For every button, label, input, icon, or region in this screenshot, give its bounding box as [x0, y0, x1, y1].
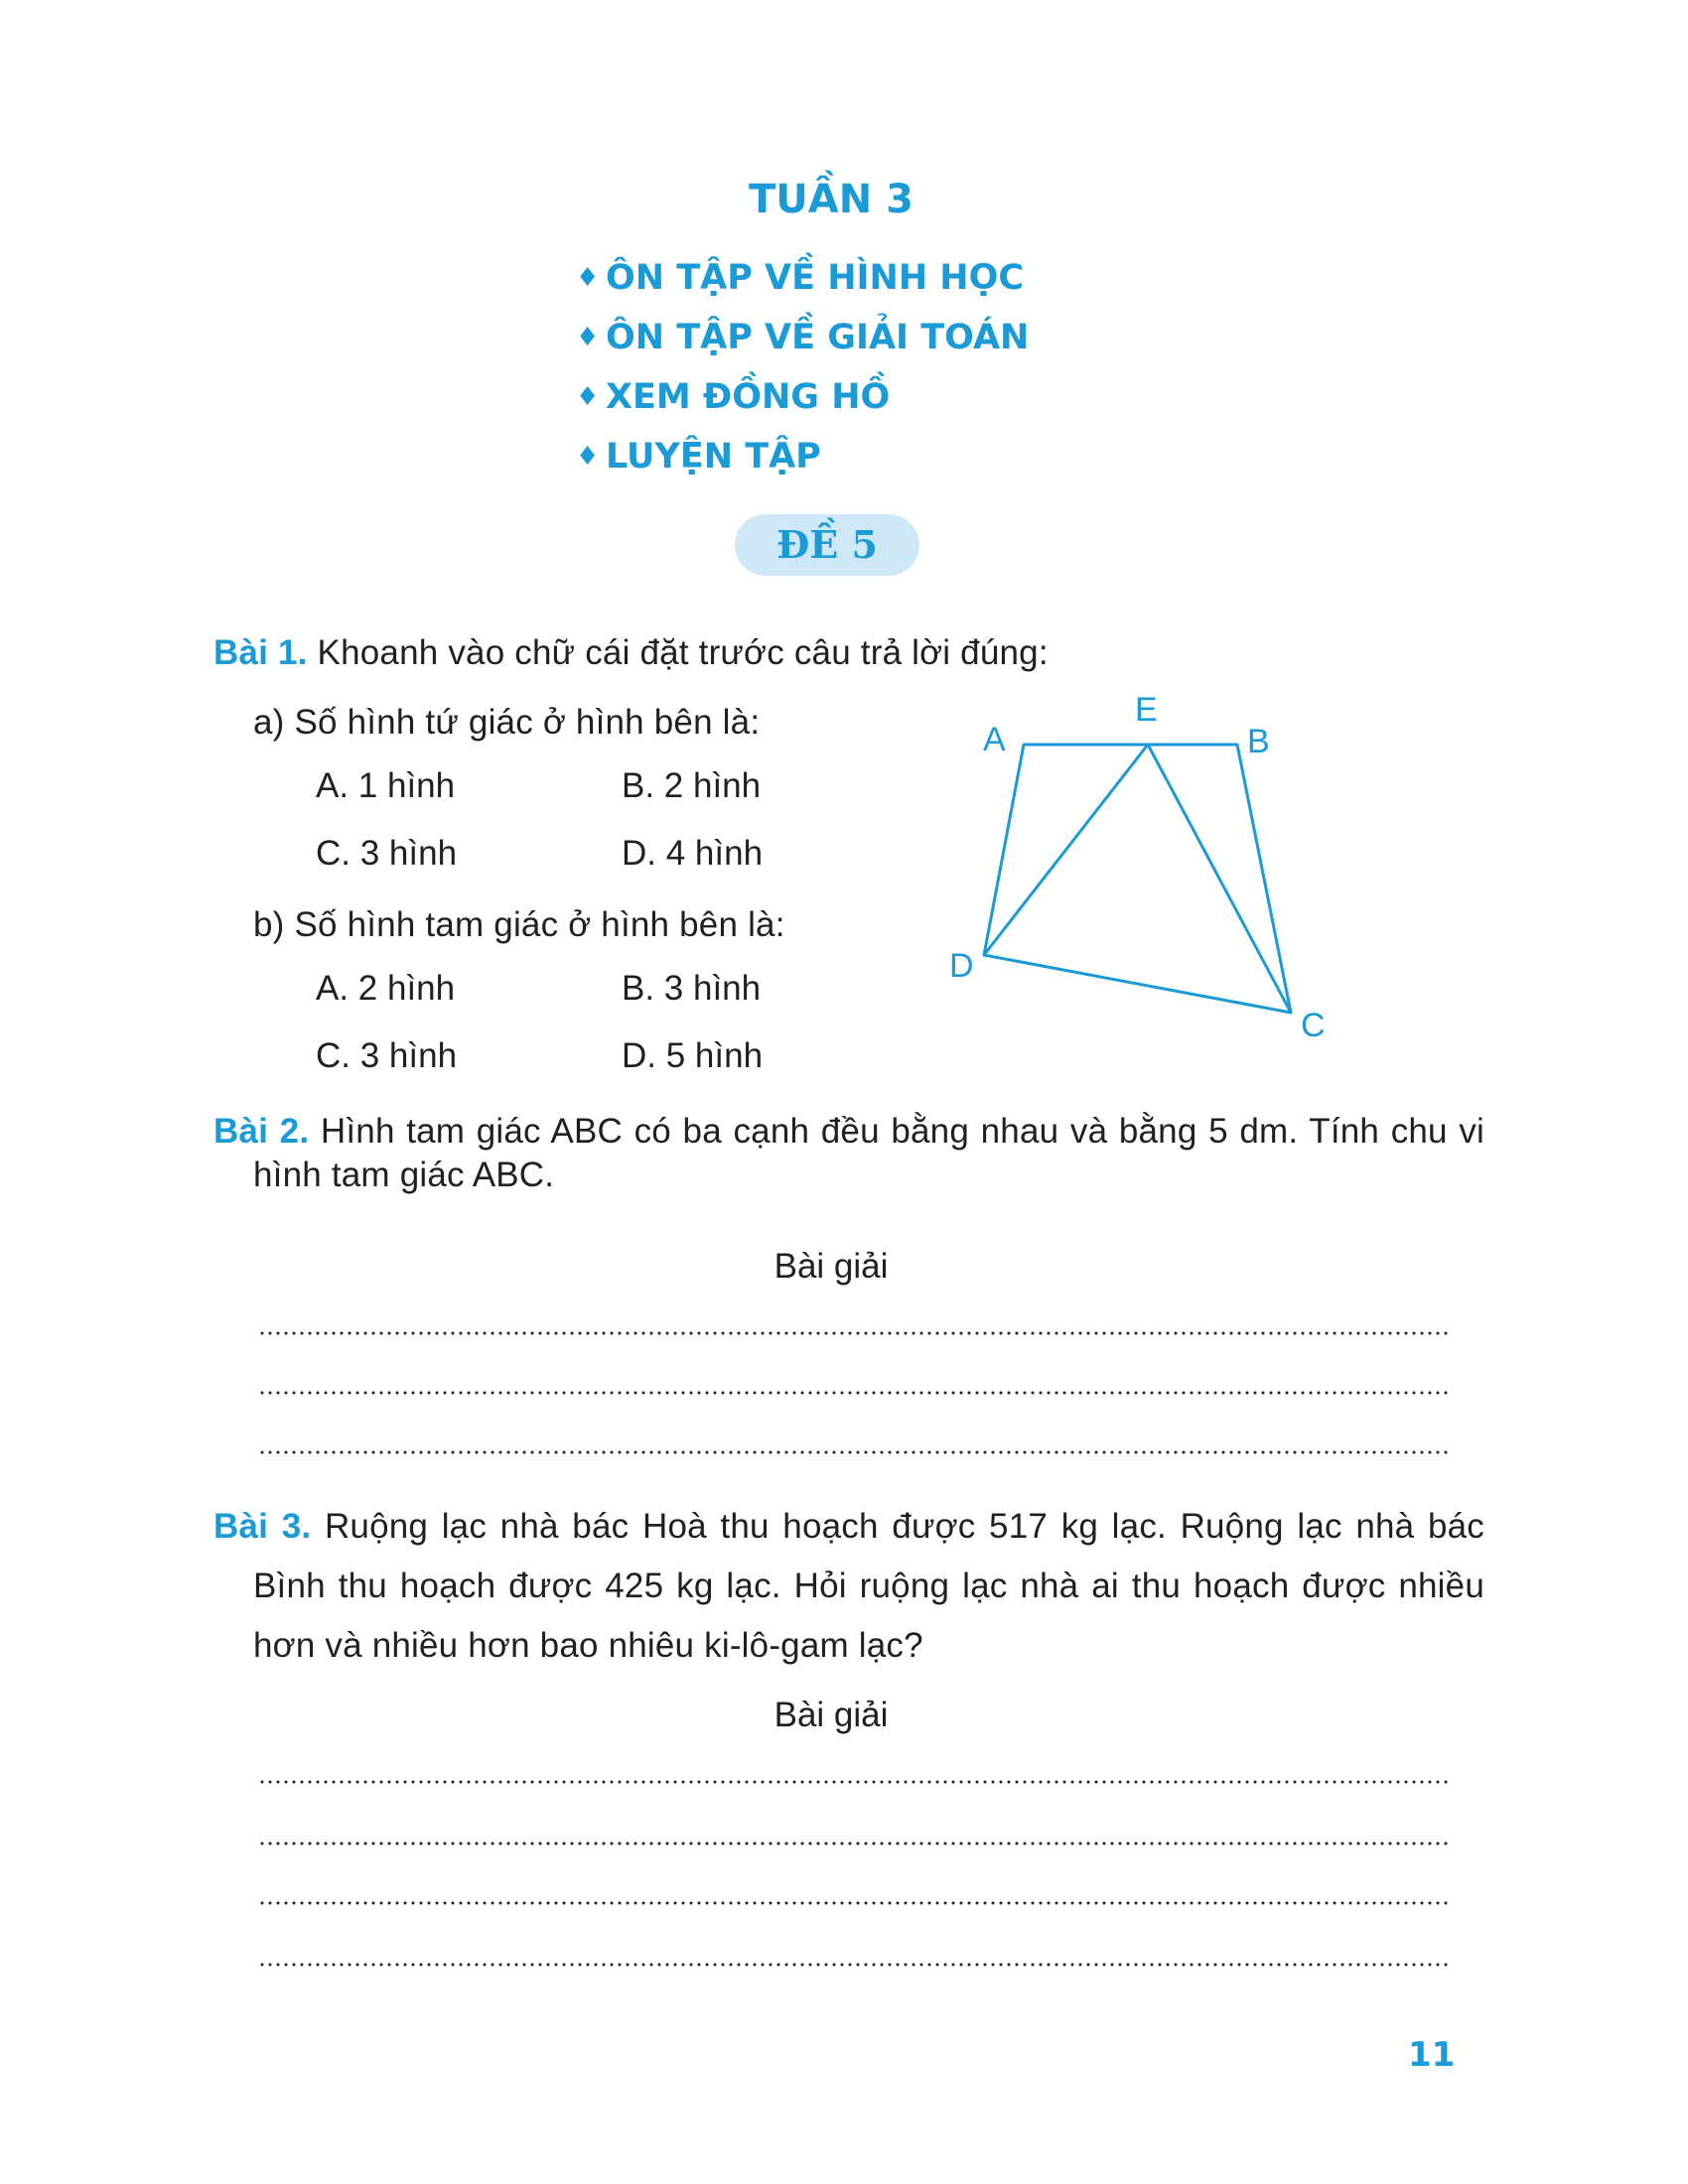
exercise-2-text [213, 1110, 1484, 1197]
answer-line[interactable] [258, 1898, 1450, 1908]
topic-item [576, 367, 1029, 427]
page-number: 11 [1408, 2035, 1456, 2075]
topic-label: ÔN TẬP VỀ HÌNH HỌC [606, 258, 1025, 298]
segment-ed [984, 745, 1148, 955]
diamond-bullet-icon: ♦ [576, 382, 600, 412]
answer-line[interactable] [258, 1777, 1450, 1787]
exercise-3-body: Ruộng lạc nhà bác Hoà thu hoạch được 517 kg lạc. Ruộng lạc nhà bác Bình thu hoạch được 425 kg lạc. Hỏi ruộng lạc nhà ai thu hoạch được nhiều hơn và nhiều hơn bao nhiêu ki-lô-gam lạc? [253, 1507, 1484, 1665]
vertex-label-c: C [1301, 1007, 1326, 1044]
vertex-label-d: D [949, 947, 974, 985]
segment-ec [1148, 745, 1291, 1013]
vertex-label-a: A [983, 721, 1006, 758]
topic-label: XEM ĐỒNG HỒ [606, 377, 891, 417]
diamond-bullet-icon: ♦ [576, 442, 600, 472]
answer-line[interactable] [258, 1839, 1450, 1848]
week-title: TUẦN 3 [749, 177, 914, 222]
part-b-question: b) Số hình tam giác ở hình bên là: [253, 905, 785, 944]
exercise-1-heading [213, 631, 1049, 675]
part-b-option-c[interactable]: C. 3 hình [316, 1036, 458, 1075]
figure-lines [984, 745, 1291, 1013]
answer-line[interactable] [258, 1328, 1450, 1338]
solution-label-3: Bài giải [774, 1696, 889, 1734]
part-a-option-c[interactable]: C. 3 hình [316, 834, 458, 873]
exercise-3-text [213, 1497, 1484, 1676]
solution-label-2: Bài giải [774, 1247, 889, 1286]
topic-label: LUYỆN TẬP [606, 437, 821, 477]
exercise-1-prompt: Khoanh vào chữ cái đặt trước câu trả lời đúng: [317, 633, 1049, 672]
vertex-label-e: E [1135, 691, 1158, 729]
part-a-option-a[interactable]: A. 1 hình [316, 766, 456, 805]
topic-list [576, 248, 1029, 486]
topic-item [576, 308, 1029, 367]
part-a-question: a) Số hình tứ giác ở hình bên là: [253, 703, 761, 742]
exercise-1-label: Bài 1. [213, 633, 308, 672]
part-b-option-b[interactable]: B. 3 hình [622, 969, 762, 1008]
quadrilateral-abcd [984, 745, 1291, 1013]
vertex-label-b: B [1247, 723, 1270, 760]
exercise-2-body: Hình tam giác ABC có ba cạnh đều bằng nhau và bằng 5 dm. Tính chu vi hình tam giác ABC. [253, 1112, 1484, 1194]
answer-line[interactable] [258, 1960, 1450, 1970]
exercise-2-label: Bài 2. [213, 1112, 310, 1151]
answer-line[interactable] [258, 1447, 1450, 1457]
answer-line[interactable] [258, 1388, 1450, 1398]
part-b-option-a[interactable]: A. 2 hình [316, 969, 456, 1008]
part-a-option-b[interactable]: B. 2 hình [622, 766, 762, 805]
topic-item [576, 427, 1029, 486]
diamond-bullet-icon: ♦ [576, 263, 600, 293]
part-b-option-d[interactable]: D. 5 hình [622, 1036, 764, 1075]
quadrilateral-figure [923, 685, 1350, 1062]
exam-badge: ĐỀ 5 [735, 514, 919, 576]
diamond-bullet-icon: ♦ [576, 323, 600, 352]
part-a-option-d[interactable]: D. 4 hình [622, 834, 764, 873]
exercise-3-label: Bài 3. [213, 1507, 312, 1546]
topic-item [576, 248, 1029, 308]
topic-label: ÔN TẬP VỀ GIẢI TOÁN [606, 318, 1030, 357]
